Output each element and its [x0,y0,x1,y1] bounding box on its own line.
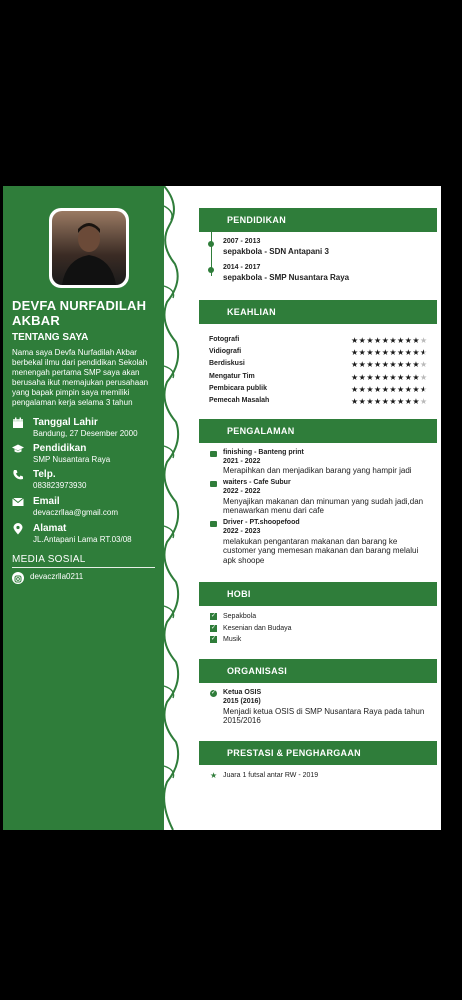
star-filled-icon: ★ [381,385,390,394]
star-filled-icon: ★ [374,336,382,345]
star-filled-icon: ★ [397,373,405,382]
education-years: 2014 - 2017 [223,264,261,271]
experience-desc: menawarkan menu dari cafe [223,506,324,515]
star-filled-icon: ★ [412,360,421,369]
star-filled-icon: ★ [366,360,375,369]
star-filled-icon: ★ [366,373,375,382]
section-skills-header: KEAHLIAN [199,300,437,324]
experience-desc: Menyajikan makanan dan minuman yang sudah jadi,dan [223,497,424,506]
star-empty-icon: ★ [420,373,428,382]
star-filled-icon: ★ [404,348,413,357]
star-half-icon: ★ [420,385,428,394]
star-filled-icon: ★ [412,397,421,406]
section-education-header: PENDIDIKAN [199,208,437,232]
instagram-handle[interactable]: devaczrlla0211 [30,572,84,581]
calendar-icon [12,417,24,429]
skill-rating [351,385,428,394]
star-empty-icon: ★ [420,397,428,406]
star-filled-icon: ★ [397,348,405,357]
star-filled-icon: ★ [397,336,405,345]
star-filled-icon: ★ [374,385,382,394]
star-filled-icon: ★ [358,385,367,394]
experience-years: 2022 - 2022 [223,488,261,495]
award-item: Juara 1 futsal antar RW - 2019 [223,772,319,779]
skill-rating [351,348,428,357]
hobby-item: Sepakbola [223,613,257,620]
email-icon [12,496,24,508]
skill-rating [351,397,428,406]
hobby-item: Musik [223,636,242,643]
star-filled-icon: ★ [358,360,367,369]
organization-desc: 2015/2016 [223,716,261,725]
star-filled-icon: ★ [381,373,390,382]
star-filled-icon: ★ [404,385,413,394]
star-filled-icon: ★ [381,336,390,345]
graduation-cap-icon [12,443,24,455]
education-years: 2007 - 2013 [223,238,261,245]
star-filled-icon: ★ [366,385,375,394]
star-filled-icon: ★ [412,385,421,394]
star-filled-icon: ★ [351,397,359,406]
star-filled-icon: ★ [389,360,398,369]
star-filled-icon: ★ [358,373,367,382]
star-filled-icon: ★ [389,397,398,406]
star-filled-icon: ★ [381,360,390,369]
about-text: Nama saya Devfa Nurfadilah Akbar berbekal ilmu dari pendidikan Sekolah menengah pertama SMP saya akan berusaha ikut memajukan perusahaan yang bapak pimpin saya memiliki pengalaman kerja selama 3 tahun [12,348,149,407]
section-awards-header: PRESTASI & PENGHARGAAN [199,741,437,765]
experience-role: finishing - Banteng print [223,449,304,456]
briefcase-icon [210,481,217,487]
star-filled-icon: ★ [366,336,375,345]
check-icon: ✓ [210,625,217,631]
star-filled-icon: ★ [366,348,375,357]
star-filled-icon: ★ [404,397,413,406]
education-school: sepakbola - SMP Nusantara Raya [223,273,350,282]
media-title: MEDIA SOSIAL [12,554,86,565]
star-filled-icon: ★ [397,397,405,406]
profile-photo [49,208,129,288]
skill-rating [351,336,428,345]
star-filled-icon: ★ [351,373,359,382]
star-filled-icon: ★ [374,373,382,382]
timeline-dot [208,241,214,247]
hobby-item: Kesenian dan Budaya [223,625,292,632]
divider [12,567,155,568]
star-filled-icon: ★ [412,373,421,382]
star-empty-icon: ★ [420,360,428,369]
organization-desc: Menjadi ketua OSIS di SMP Nusantara Raya pada tahun [223,707,425,716]
section-organization-header: ORGANISASI [199,659,437,683]
organization-name: Ketua OSIS [223,689,262,696]
star-filled-icon: ★ [358,397,367,406]
skill-label: Fotografi [209,336,240,343]
vine-border-decoration [161,186,183,830]
skill-label: Vidiografi [209,348,242,355]
skill-label: Berdiskusi [209,360,245,367]
skill-label: Pembicara publik [209,385,267,392]
star-filled-icon: ★ [404,360,413,369]
skill-rating [351,373,428,382]
experience-desc: Merapihkan dan menjadikan barang yang hampir jadi [223,466,412,475]
star-filled-icon: ★ [404,336,413,345]
star-filled-icon: ★ [374,397,382,406]
check-icon: ✓ [210,613,217,619]
star-icon: ★ [210,771,218,780]
experience-desc: customer yang memesan makanan dan barang melalui [223,546,419,555]
star-filled-icon: ★ [351,348,359,357]
star-filled-icon: ★ [381,348,390,357]
star-empty-icon: ★ [420,336,428,345]
star-filled-icon: ★ [404,373,413,382]
experience-years: 2021 - 2022 [223,458,261,465]
star-filled-icon: ★ [351,385,359,394]
full-name: DEVFA NURFADILAH AKBAR [12,298,147,328]
instagram-icon [12,572,24,584]
star-filled-icon: ★ [389,348,398,357]
star-filled-icon: ★ [351,360,359,369]
organization-years: 2015 (2016) [223,698,261,705]
star-filled-icon: ★ [358,348,367,357]
briefcase-icon [210,451,217,457]
check-circle-icon: ✓ [210,690,217,696]
star-filled-icon: ★ [389,373,398,382]
star-filled-icon: ★ [374,360,382,369]
skill-label: Pemecah Masalah [209,397,270,404]
star-filled-icon: ★ [389,336,398,345]
star-half-icon: ★ [420,348,428,357]
star-filled-icon: ★ [389,385,398,394]
briefcase-icon [210,521,217,527]
star-filled-icon: ★ [358,336,367,345]
experience-desc: melakukan pengantaran makanan dan barang ke [223,537,398,546]
experience-role: waiters - Cafe Subur [223,479,291,486]
section-experience-header: PENGALAMAN [199,419,437,443]
experience-desc: apk shoope [223,556,265,565]
check-icon: ✓ [210,636,217,642]
cv-page [3,186,441,830]
education-school: sepakbola - SDN Antapani 3 [223,247,329,256]
section-hobby-header: HOBI [199,582,437,606]
star-filled-icon: ★ [412,336,421,345]
phone-icon [12,469,24,481]
skill-rating [351,360,428,369]
about-title: TENTANG SAYA [12,332,89,343]
star-filled-icon: ★ [412,348,421,357]
location-pin-icon [12,523,24,535]
star-filled-icon: ★ [374,348,382,357]
star-filled-icon: ★ [381,397,390,406]
star-filled-icon: ★ [366,397,375,406]
timeline-dot [208,267,214,273]
sidebar: DEVFA NURFADILAH AKBAR TENTANG SAYA Nama saya Devfa Nurfadilah Akbar berbekal ilmu dari pendidikan Sekolah menengah pertama SMP saya akan berusaha ikut memajukan perusahaan yang bapak pimpin saya memiliki pengalaman kerja selama 3 tahun Tanggal Lahir Bandung, 27 Desember 2000 Pendidikan SMP Nusantara Raya Telp. 083823973930 Email devaczrllaa@gmail.com Alamat JL.Antapani Lama RT.03/08 MEDIA SOSIAL devaczrlla0211 [3,186,163,830]
experience-role: Driver - PT.shoopefood [223,519,300,526]
experience-years: 2022 - 2023 [223,528,261,535]
star-filled-icon: ★ [351,336,359,345]
star-filled-icon: ★ [397,360,405,369]
star-filled-icon: ★ [397,385,405,394]
skill-label: Mengatur Tim [209,373,255,380]
